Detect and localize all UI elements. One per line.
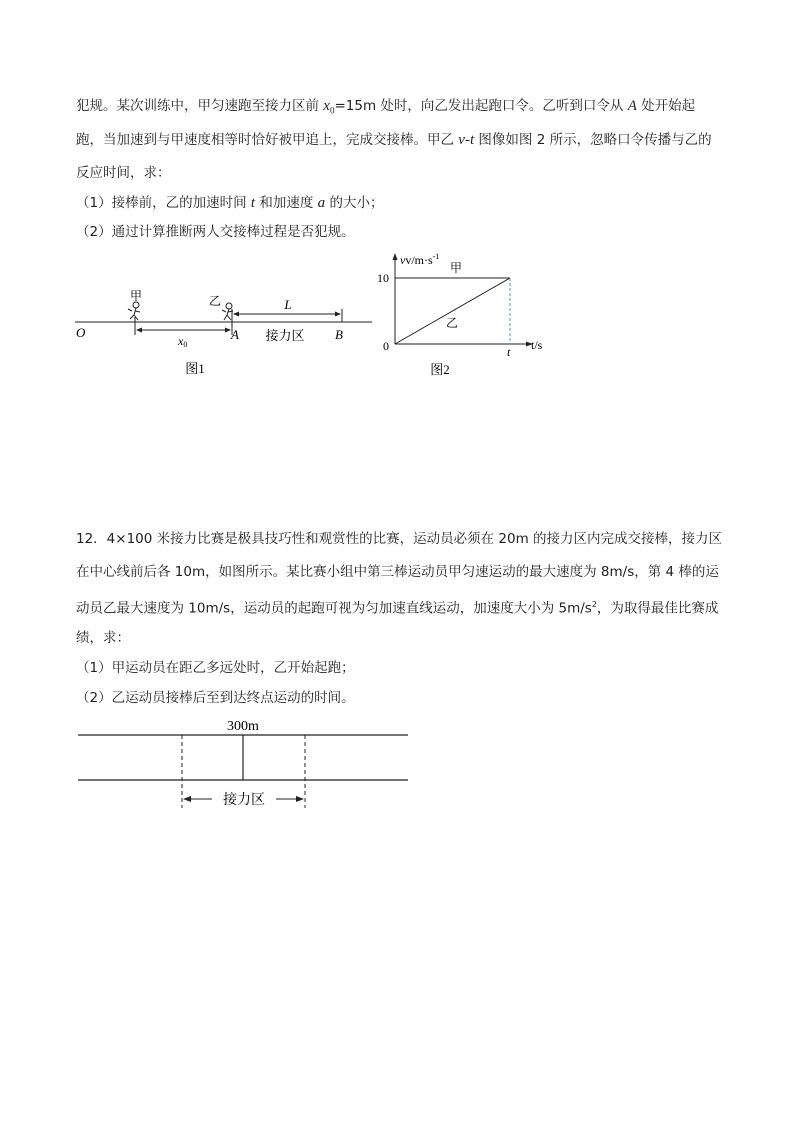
label-x0: x0 <box>178 334 188 349</box>
figure-2-caption: 图2 <box>430 362 450 377</box>
runner-jia-icon <box>128 302 140 320</box>
label-O: O <box>76 325 86 340</box>
origin-label: 0 <box>383 339 389 353</box>
q12-subquestion-1: （1）甲运动员在距乙多远处时，乙开始起跑； <box>76 660 355 676</box>
q11-subquestion-1: （1）接棒前，乙的加速时间 t 和加速度 a 的大小； <box>76 195 384 211</box>
label-B: B <box>335 327 343 342</box>
q12-line-4: 绩，求： <box>76 630 130 646</box>
runner-yi-icon <box>222 303 233 320</box>
label-zone: 接力区 <box>265 328 305 343</box>
q11-line-1: 犯规。某次训练中，甲匀速跑至接力区前 $x_0=15m$ 处时，向乙发出起跑口令。乙听到口令从 A 处开始起 <box>76 98 696 116</box>
q11-line-2: 跑，当加速到与甲速度相等时恰好被甲追上，完成交接棒。甲乙 v-t 图像如图 2 所示，忽略口令传播与乙的 <box>76 132 712 148</box>
label-A: A <box>231 327 239 342</box>
q12-line-2: 在中心线前后各 10m，如图所示。某比赛小组中第三棒运动员甲匀速运动的最大速度为 8m/s，第 4 棒的运 <box>76 564 719 580</box>
label-300m: 300m <box>227 719 259 734</box>
figure-2-vt-graph <box>350 246 570 380</box>
yi-line <box>395 278 510 344</box>
zone-arrow-left <box>183 796 191 802</box>
label-yi-line: 乙 <box>446 316 459 330</box>
q12-line-1: 12．4×100 米接力比赛是极具技巧性和观赏性的比赛，运动员必须在 20m 的接力区内完成交接棒，接力区 <box>76 531 723 547</box>
t-tick: t <box>507 345 511 359</box>
label-jia: 甲 <box>129 289 143 303</box>
label-relay-zone: 接力区 <box>223 793 265 808</box>
figure-1-track-diagram <box>70 285 380 380</box>
q12-line-3: 动员乙最大速度为 10m/s，运动员的起跑可视为匀加速直线运动，加速度大小为 $5m/s^2$，为取得最佳比赛成 <box>76 600 719 617</box>
figure-q12-relay-zone <box>70 712 420 812</box>
L-arrow-right <box>335 312 341 317</box>
L-arrow-left <box>233 312 239 317</box>
label-L: L <box>284 297 292 312</box>
x-axis-label: t/s <box>531 338 543 352</box>
y-tick-10: 10 <box>377 271 389 285</box>
figure-1-caption: 图1 <box>185 361 205 376</box>
q12-subquestion-2: （2）乙运动员接棒后至到达终点运动的时间。 <box>76 690 355 706</box>
label-jia-line: 甲 <box>450 261 463 275</box>
q11-line-3: 反应时间，求： <box>76 165 171 181</box>
y-axis-label: $vv/m\cdot s^{-1}$ <box>400 252 440 267</box>
zone-arrow-right <box>296 796 304 802</box>
q11-subquestion-2: （2）通过计算推断两人交接棒过程是否犯规。 <box>76 224 355 240</box>
y-axis-arrow <box>393 253 398 260</box>
label-yi: 乙 <box>208 294 222 308</box>
x0-arrow-left <box>136 328 142 333</box>
